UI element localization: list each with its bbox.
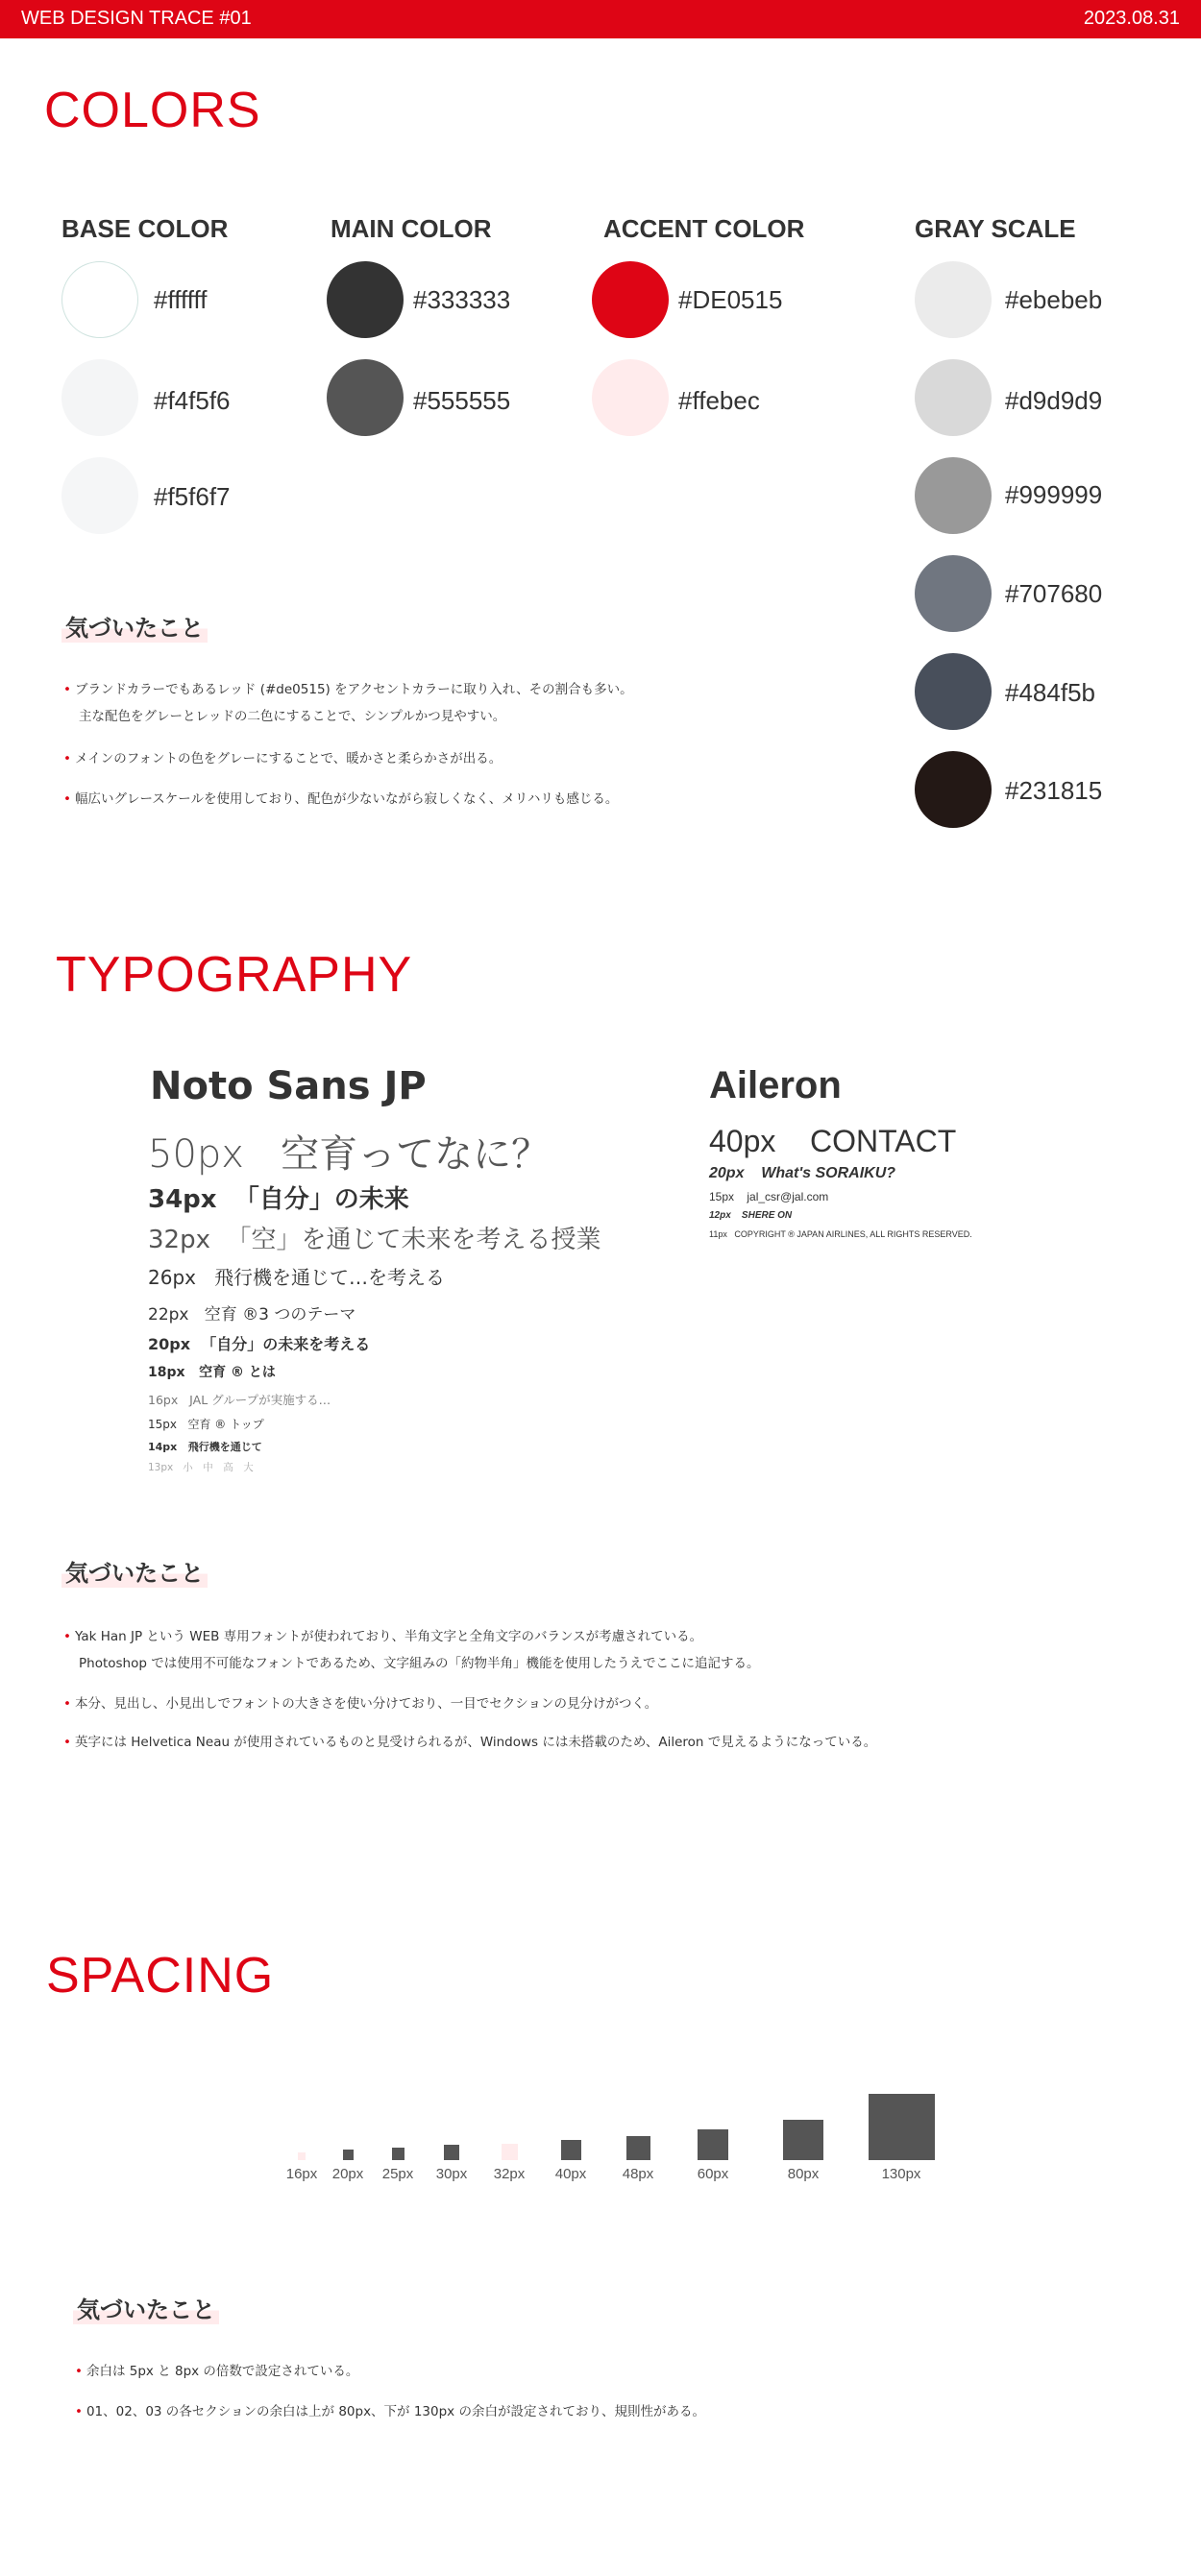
swatch-484f5b <box>915 653 992 730</box>
swatch-label: #333333 <box>413 285 511 314</box>
type-size: 32px <box>148 1226 210 1254</box>
swatch-label: #ebebeb <box>1005 285 1103 314</box>
type-sample-20 <box>148 1332 370 1354</box>
swatch-f5f6f7 <box>61 457 138 534</box>
spacing-square-16px <box>298 2152 306 2160</box>
type-text: 空育 ® とは <box>199 1365 276 1380</box>
type-sample-15 <box>148 1416 264 1432</box>
swatch-label: #231815 <box>1005 776 1103 805</box>
type-size: 26px <box>148 1266 196 1289</box>
header-bar <box>0 0 1201 38</box>
type-text: 空育 ® トップ <box>187 1418 264 1431</box>
type-size: 40px <box>709 1124 776 1158</box>
spacing-note-1 <box>75 2358 358 2385</box>
header-title: WEB DESIGN TRACE #01 <box>21 8 252 29</box>
spacing-label: 30px <box>435 2166 468 2182</box>
ail-sample-40 <box>709 1124 956 1159</box>
swatch-label: #ffffff <box>154 285 208 314</box>
type-sample-32 <box>148 1220 601 1255</box>
type-text: SHERE ON <box>741 1210 793 1221</box>
type-text: 飛行機を通じて…を考える <box>214 1266 446 1289</box>
colors-note-3 <box>63 786 618 813</box>
type-size: 12px <box>709 1210 731 1221</box>
colors-title: COLORS <box>44 83 261 138</box>
type-text: What's SORAIKU? <box>761 1165 896 1181</box>
spacing-notice-title: 気づいたこと <box>73 2291 219 2324</box>
type-text: 「自分」の未来を考える <box>201 1335 371 1353</box>
bullet-dot: • <box>63 1629 71 1644</box>
spacing-label: 130px <box>881 2166 921 2182</box>
note-text: 01、02、03 の各セクションの余白は上が 80px、下が 130px の余白が設定されており、規則性がある。 <box>86 2404 705 2419</box>
type-size: 11px <box>709 1229 727 1239</box>
type-size: 20px <box>148 1335 191 1353</box>
spacing-square-32px <box>502 2144 518 2160</box>
type-text: 飛行機を通じて <box>187 1441 262 1453</box>
type-text: JAL グループが実施する… <box>189 1393 331 1407</box>
spacing-label: 16px <box>285 2166 318 2182</box>
swatch-555555 <box>327 359 404 436</box>
swatch-ffebec <box>592 359 669 436</box>
note-text: 幅広いグレースケールを使用しており、配色が少ないながら寂しくなく、メリハリも感じる。 <box>74 791 619 807</box>
swatch-label: #484f5b <box>1005 678 1095 707</box>
note-text-cont: Photoshop では使用不可能なフォントであるため、文字組みの「約物半角」機能を使用したうえでここに追記する。 <box>79 1656 760 1671</box>
type-sample-34 <box>148 1179 409 1215</box>
swatch-999999 <box>915 457 992 534</box>
note-text: 英字には Helvetica Neau が使用されているものと見受けられるが、Windows には未搭載のため、Aileron で見えるようになっている。 <box>74 1735 877 1750</box>
type-size: 20px <box>709 1165 745 1181</box>
spacing-label: 80px <box>787 2166 820 2182</box>
spacing-label: 25px <box>381 2166 414 2182</box>
main-color-heading: MAIN COLOR <box>331 214 492 243</box>
spacing-label: 32px <box>493 2166 526 2182</box>
swatch-label: #707680 <box>1005 579 1103 608</box>
type-sample-22 <box>148 1300 355 1324</box>
base-color-heading: BASE COLOR <box>61 214 229 243</box>
swatch-label: #f5f6f7 <box>154 482 231 511</box>
swatch-label: #999999 <box>1005 480 1103 509</box>
type-text: jal_csr@jal.com <box>747 1190 829 1203</box>
bullet-dot: • <box>63 791 71 807</box>
type-sample-50 <box>148 1124 550 1179</box>
spacing-title: SPACING <box>46 1948 275 2004</box>
swatch-ebebeb <box>915 261 992 338</box>
note-text: Yak Han JP という WEB 専用フォントが使われており、半角文字と全角文字のバランスが考慮されている。 <box>74 1629 703 1644</box>
spacing-label: 60px <box>697 2166 729 2182</box>
ail-sample-12 <box>709 1210 792 1221</box>
type-size: 34px <box>148 1185 217 1214</box>
note-text: ブランドカラーでもあるレッド (#de0515) をアクセントカラーに取り入れ、その割合も多い。 <box>74 682 633 697</box>
swatch-707680 <box>915 555 992 632</box>
header-date: 2023.08.31 <box>1083 8 1180 29</box>
swatch-de0515 <box>592 261 669 338</box>
spacing-square-25px <box>392 2148 404 2160</box>
spacing-label: 40px <box>554 2166 587 2182</box>
type-sample-14 <box>148 1439 262 1454</box>
note-text: 本分、見出し、小見出しでフォントの大きさを使い分けており、一目でセクションの見分けがつく。 <box>74 1696 658 1712</box>
type-sample-18 <box>148 1362 276 1381</box>
spacing-square-48px <box>626 2136 650 2160</box>
typography-note-1 <box>63 1623 760 1677</box>
type-text: 「空」を通じて未来を考える授業 <box>226 1226 601 1254</box>
bullet-dot: • <box>75 2364 83 2379</box>
type-text: 小 中 高 大 <box>183 1462 254 1473</box>
spacing-label: 20px <box>331 2166 364 2182</box>
swatch-231815 <box>915 751 992 828</box>
spacing-square-60px <box>698 2129 728 2160</box>
colors-note-2 <box>63 745 502 772</box>
colors-note-1 <box>63 676 633 730</box>
type-text: CONTACT <box>809 1124 957 1158</box>
bullet-dot: • <box>63 1735 71 1750</box>
bullet-dot: • <box>75 2404 83 2419</box>
type-size: 50px <box>148 1132 244 1177</box>
typography-notice-title: 気づいたこと <box>61 1554 208 1588</box>
ail-sample-11 <box>709 1229 972 1239</box>
swatch-label: #d9d9d9 <box>1005 386 1103 415</box>
noto-font-name: Noto Sans JP <box>150 1064 427 1108</box>
spacing-note-2 <box>75 2398 705 2425</box>
type-size: 15px <box>148 1418 177 1431</box>
swatch-label: #ffebec <box>678 386 760 415</box>
swatch-label: #555555 <box>413 386 511 415</box>
swatch-333333 <box>327 261 404 338</box>
swatch-label: #f4f5f6 <box>154 386 231 415</box>
type-size: 18px <box>148 1365 185 1380</box>
bullet-dot: • <box>63 1696 71 1712</box>
colors-notice-title: 気づいたこと <box>61 609 208 643</box>
spacing-square-30px <box>444 2145 459 2160</box>
swatch-d9d9d9 <box>915 359 992 436</box>
type-size: 16px <box>148 1393 179 1407</box>
type-size: 13px <box>148 1462 174 1473</box>
spacing-square-80px <box>783 2120 823 2160</box>
type-text: COPYRIGHT ® JAPAN AIRLINES, ALL RIGHTS RESERVED. <box>734 1229 972 1239</box>
type-sample-16 <box>148 1391 331 1408</box>
type-text: 空育ってなに？ <box>281 1132 551 1177</box>
typography-note-2 <box>63 1690 657 1717</box>
bullet-dot: • <box>63 682 71 697</box>
spacing-square-130px <box>869 2094 935 2160</box>
typography-note-3 <box>63 1729 876 1756</box>
spacing-label: 48px <box>622 2166 654 2182</box>
spacing-square-20px <box>343 2150 354 2160</box>
type-size: 15px <box>709 1190 735 1203</box>
gray-scale-heading: GRAY SCALE <box>915 214 1076 243</box>
ail-sample-15 <box>709 1190 828 1203</box>
type-text: 「自分」の未来 <box>233 1185 409 1214</box>
aileron-font-name: Aileron <box>709 1064 842 1106</box>
swatch-f4f5f6 <box>61 359 138 436</box>
type-size: 22px <box>148 1305 189 1324</box>
accent-color-heading: ACCENT COLOR <box>603 214 805 243</box>
type-sample-26 <box>148 1262 445 1290</box>
note-text: 余白は 5px と 8px の倍数で設定されている。 <box>86 2364 359 2379</box>
swatch-label: #DE0515 <box>678 285 783 314</box>
bullet-dot: • <box>63 751 71 766</box>
swatch-ffffff <box>61 261 138 338</box>
typography-title: TYPOGRAPHY <box>56 947 413 1003</box>
spacing-square-40px <box>561 2140 581 2160</box>
note-text-cont: 主な配色をグレーとレッドの二色にすることで、シンプルかつ見やすい。 <box>79 709 506 724</box>
type-size: 14px <box>148 1441 178 1453</box>
type-text: 空育 ®3 つのテーマ <box>204 1305 356 1324</box>
ail-sample-20 <box>709 1165 895 1182</box>
note-text: メインのフォントの色をグレーにすることで、暖かさと柔らかさが出る。 <box>74 751 502 766</box>
type-sample-13 <box>148 1460 254 1474</box>
